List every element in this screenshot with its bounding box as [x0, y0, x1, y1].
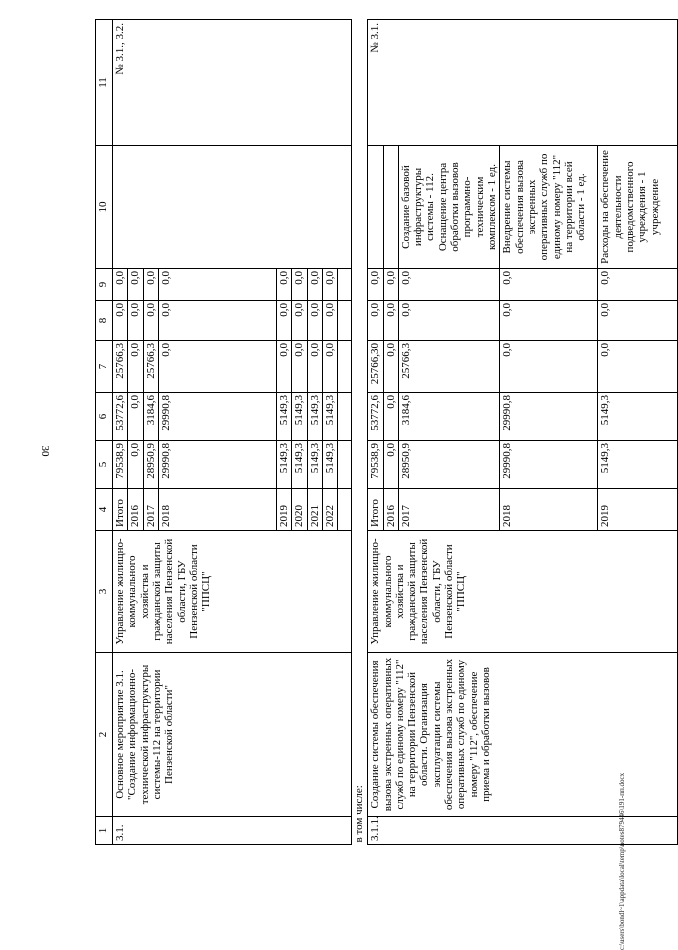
federal-budget-cell: 25766,3: [143, 341, 158, 393]
year-cell: 2020: [292, 489, 307, 531]
regional-budget-cell: [338, 393, 352, 441]
measure-name: Создание системы обеспечения вызова экстренных оперативных служб по единому номеру "112" на территории Пензенской области. Организация эксплуатации системы обеспечения вызова экстренных оперативных служб по единому номеру "112", обеспечение приема и обработки вызовов: [368, 653, 678, 817]
local-budget-cell: 0,0: [276, 301, 291, 341]
year-cell: 2017: [143, 489, 158, 531]
header-cell: 4: [96, 489, 113, 531]
total-cell: 0,0: [383, 441, 398, 489]
federal-budget-cell: 25766,30: [368, 341, 383, 393]
local-budget-cell: 0,0: [158, 301, 276, 341]
total-cell: 5149,3: [322, 441, 337, 489]
rotated-table-wrapper: [95, 20, 661, 845]
regional-budget-cell: 5149,3: [276, 393, 291, 441]
section-row: [352, 20, 368, 845]
total-cell: [338, 441, 352, 489]
regional-budget-cell: 3184,6: [143, 393, 158, 441]
total-cell: 79538,9: [368, 441, 383, 489]
federal-budget-cell: 0,0: [598, 341, 678, 393]
other-sources-cell: 0,0: [383, 269, 398, 301]
total-cell: [338, 489, 352, 531]
header-cell: 2: [96, 653, 113, 817]
year-cell: 2019: [276, 489, 291, 531]
local-budget-cell: 0,0: [322, 301, 337, 341]
other-sources-cell: 0,0: [128, 269, 143, 301]
regional-budget-cell: 5149,3: [598, 393, 678, 441]
total-cell: 29990,8: [500, 441, 598, 489]
regional-budget-cell: 5149,3: [322, 393, 337, 441]
other-sources-cell: 0,0: [292, 269, 307, 301]
federal-budget-cell: 0,0: [128, 341, 143, 393]
local-budget-cell: 0,0: [398, 301, 500, 341]
header-cell: 7: [96, 341, 113, 393]
total-cell: 28950,9: [143, 441, 158, 489]
header-cell: 3: [96, 531, 113, 653]
regional-budget-cell: 29990,8: [158, 393, 276, 441]
federal-budget-cell: 0,0: [322, 341, 337, 393]
regional-budget-cell: 3184,6: [398, 393, 500, 441]
regional-budget-cell: 0,0: [383, 393, 398, 441]
measure-name: Основное мероприятие 3.1. "Создание информационно-технической инфраструктуры системы-112 на территории Пензенской области": [113, 653, 352, 817]
local-budget-cell: 0,0: [500, 301, 598, 341]
header-cell: 5: [96, 441, 113, 489]
other-sources-cell: 0,0: [307, 269, 322, 301]
program-table: [95, 19, 678, 845]
year-cell: 2021: [307, 489, 322, 531]
result-cell: [113, 146, 352, 269]
other-sources-cell: 0,0: [158, 269, 276, 301]
year-cell: Итого: [368, 489, 383, 531]
header-cell: 11: [96, 20, 113, 146]
result-cell: [368, 146, 383, 269]
result-cell: [383, 146, 398, 269]
local-budget-cell: 0,0: [143, 301, 158, 341]
executor: Управление жилищно-коммунального хозяйства и гражданской защиты населения Пензенской области, ГБУ Пензенской области "ППСЦ": [113, 531, 352, 653]
header-row: [96, 20, 113, 845]
total-cell: 5149,3: [292, 441, 307, 489]
local-budget-cell: 0,0: [113, 301, 128, 341]
header-cell: 10: [96, 146, 113, 269]
total-cell: 79538,9: [113, 441, 128, 489]
table-row: [113, 20, 128, 845]
header-cell: 1: [96, 817, 113, 845]
total-cell: 5149,3: [276, 441, 291, 489]
regional-budget-cell: 29990,8: [500, 393, 598, 441]
regional-budget-cell: 53772,6: [368, 393, 383, 441]
local-budget-cell: 0,0: [598, 301, 678, 341]
header-cell: 8: [96, 301, 113, 341]
year-cell: 2018: [158, 489, 276, 531]
federal-budget-cell: 0,0: [158, 341, 276, 393]
regional-budget-cell: 5149,3: [307, 393, 322, 441]
other-sources-cell: 0,0: [143, 269, 158, 301]
result-cell: Создание базовой инфраструктуры системы - 112. Оснащение центра обработки вызовов программно-техническим комплексом - 1 ед.: [398, 146, 500, 269]
row-number: 3.1.1.: [368, 817, 678, 845]
other-sources-cell: 0,0: [398, 269, 500, 301]
local-budget-cell: 0,0: [128, 301, 143, 341]
result-cell: Расходы на обеспечение деятельности подведомственного учреждения - 1 учреждение: [598, 146, 678, 269]
federal-budget-cell: 0,0: [307, 341, 322, 393]
year-cell: 2022: [322, 489, 337, 531]
year-cell: 2019: [598, 489, 678, 531]
indicator-ref: № 3.1., 3.2.: [113, 20, 352, 146]
federal-budget-cell: 25766,3: [398, 341, 500, 393]
federal-budget-cell: 25766,3: [113, 341, 128, 393]
federal-budget-cell: 0,0: [292, 341, 307, 393]
local-budget-cell: 0,0: [307, 301, 322, 341]
local-budget-cell: [338, 301, 352, 341]
file-path-footer: c:\users\bondl~1\appdata\local\temp\notes879446\191-пп.docx: [618, 772, 626, 950]
page-number: 30: [39, 445, 51, 457]
regional-budget-cell: 0,0: [128, 393, 143, 441]
total-cell: 0,0: [128, 441, 143, 489]
header-cell: 6: [96, 393, 113, 441]
year-cell: 2016: [383, 489, 398, 531]
other-sources-cell: 0,0: [500, 269, 598, 301]
other-sources-cell: 0,0: [322, 269, 337, 301]
result-cell: Внедрение системы обеспечения вызова экстренных оперативных служб по единому номеру "112" на территории всей области - 1 ед.: [500, 146, 598, 269]
local-budget-cell: 0,0: [383, 301, 398, 341]
header-cell: 9: [96, 269, 113, 301]
other-sources-cell: 0,0: [276, 269, 291, 301]
local-budget-cell: 0,0: [368, 301, 383, 341]
total-cell: 5149,3: [307, 441, 322, 489]
year-cell: 2018: [500, 489, 598, 531]
year-cell: 2016: [128, 489, 143, 531]
federal-budget-cell: [338, 341, 352, 393]
total-cell: 28950,9: [398, 441, 500, 489]
local-budget-cell: 0,0: [292, 301, 307, 341]
other-sources-cell: [338, 269, 352, 301]
section-label: в том числе:: [352, 20, 368, 845]
regional-budget-cell: 5149,3: [292, 393, 307, 441]
executor: Управление жилищно-коммунального хозяйства и гражданской защиты населения Пензенской области, ГБУ Пензенской области "ППСЦ": [368, 531, 678, 653]
table-row: [368, 20, 383, 845]
regional-budget-cell: 53772,6: [113, 393, 128, 441]
total-cell: 5149,3: [598, 441, 678, 489]
year-cell: Итого: [113, 489, 128, 531]
indicator-ref: № 3.1.: [368, 20, 678, 146]
federal-budget-cell: 0,0: [383, 341, 398, 393]
total-cell: 29990,8: [158, 441, 276, 489]
year-cell: 2017: [398, 489, 500, 531]
federal-budget-cell: 0,0: [500, 341, 598, 393]
row-number: 3.1.: [113, 817, 352, 845]
other-sources-cell: 0,0: [368, 269, 383, 301]
other-sources-cell: 0,0: [113, 269, 128, 301]
other-sources-cell: 0,0: [598, 269, 678, 301]
federal-budget-cell: 0,0: [276, 341, 291, 393]
